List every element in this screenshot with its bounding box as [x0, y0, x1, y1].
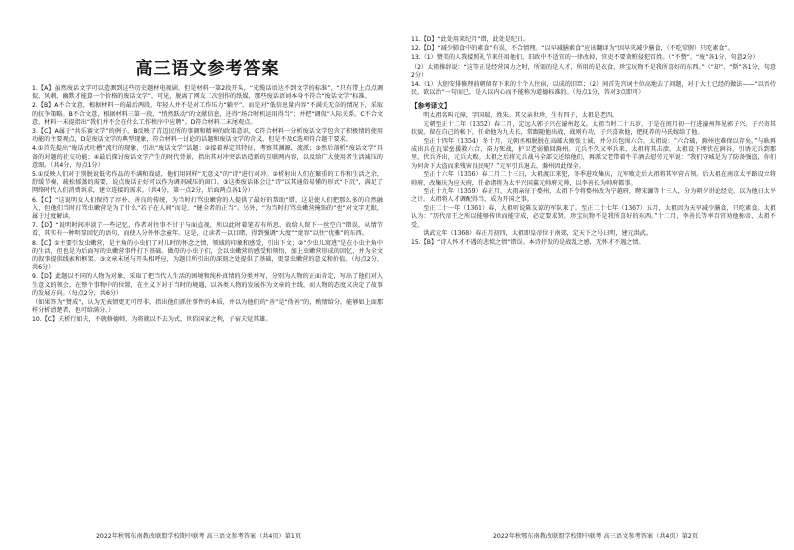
left-footer: 2022年秋鄂东南教改联盟学校期中联考 高三语文参考答案（共4页）第1页 [95, 533, 302, 540]
answer-item: （如果答为“赞成”，认为无表情更无可厚非，指出他们抓住事件的本质，并以为他们的“善”是“伪善”的，酌情给分。能够如上面那样分析清楚者，也可给满分。） [32, 299, 383, 315]
reference-translation-heading: 【参考译文】 [411, 102, 451, 111]
answer-item: 11.【D】“此处用来纪月”错，此处是纪日。 [411, 36, 530, 43]
page-title: 高三语文参考答案 [135, 59, 280, 79]
answer-item: 14.（1）大胆安排修理前朝留存下来的十个人住宿，以成的旧臣；（2）间首先宫词主位高地去了问题，对于大士已经的做法——“以吾侍民，欲以治”一句而已，是人以内心而不能称为道德标准的。（每点1分，答对3点即可） [411, 81, 776, 97]
answer-item: 1.【A】虽然废话文学可以造测到这些历史题材电视剧，但是材料一第2段开头，“光缆话语达不到文学的标准”、“只有带上点点调侃、风刺、幽默才能算一个价格的废话文学”，可见，脱离了网友二次创作的纸媒，那些废话语词本身不符合“废话文学”标准。 [32, 85, 383, 101]
answer-item: 10.【C】夫析行如夫，不就修德师，为将就以不去为式，世俗国家之利，子宿夫觉其雄。 [32, 316, 272, 324]
answer-item: 8.【C】①主要引发虫嫩营，是主角的小虫们了对儿时的怀念之情，领域的印象和感受，引出下文；②“少虫儿窝逃”是在小虫主角中的生活，但也是为后面写的虫嫩营事件打下基础。做母的小虫子们，会以虫嫩营的感受和领悟，加上虫嫩营形成的回忆，并为全文的叙事提供线索和框架。③文章末尾与开头相呼应，为题目所引出的深刻之处提供了基础，更显虫嫩营的意义和价值。（每点2分，共6分） [32, 239, 383, 272]
right-page [397, 0, 794, 550]
answer-item: 13.（1）赞美的人我接照礼节来任用他们，旧政中不适宜的一律改掉，官吏不要贪赃侵犯百姓。（“不赞”、“废”各1分，句意2分） [411, 54, 759, 62]
translation-paragraph: 至正十九年（1359）春正月，大祖亲征于婺州，太祖下令将婺州改为宁越府，聘宋濂等十三人，分为朝夕讲论经史，以为他日太平之计。太祖将人才调配得当，成为开国之事。 [411, 188, 776, 204]
reference-translation [411, 112, 776, 238]
answer-item: 12.【D】“减少肺食中的素食”有误，不合情理。“以早减膳素食”应该翻译为“因早灾减少膳食，（不吃荤腥）只吃素食”。 [411, 45, 734, 53]
answer-item: 5.①反映人们对于别脱说低劣作品的不满和戏谑，他们用同样“无意义”的“诗”进行对冲。②析射出人们在繁重的工作和生活之余，舒缓节奏，疏松郁蒸的需要，说点废话正好可以作为调剂减压的窗口。③这类废话体会让“诗”以其通俗易懂的形式“下沉”，满足了网络时代人们消费诉求，建立连接的需求。（共4分，第一点2分，后面两点各1分） [32, 171, 383, 195]
translation-paragraph: 元朝至正十二年（1352）春二月，定远人郭子兴在濠州起义。太祖当时二十五岁，于是在闰月初一行进濠州拜见郭子兴。子兴奇其状貌，留在自己的帐下，任命他为九夫长，常跟随他出战，战则有功，子兴喜欢他，把抚养的马氏嫁给了他。 [411, 120, 776, 137]
answer-item: 6.【C】“这说明女人们保持了淳朴、善良的传统，为当时打骂虫嫩营的人提供了最好的帮助”错，这是使人们把那么多的自然融入，但他们当时打骂虫嫩营是为了什么“若子在人间”而是，“健全者的正当”。另外，“为当时打骂虫嫩营掩饰的”也“对文字无眼，属于过度解读。 [32, 196, 383, 221]
answer-item: 7.【D】“说明时间冲淡了一些记忆，作者对往事不甘于与面直视，所以此时着笔若有所思，故给人留下一丝空白”错误，从情节看，其实有一种明显回忆的语句，而使人分外怀念童年。这是，让读者一以目睹，得到强调“大度”“宽容”以往“优雅”的东西。 [32, 222, 383, 238]
answer-item: 9.【D】此题以不同的人物为对象，采取了把当代人生活的困境和纯朴真情的分类并写，分别为人物的正面肯定，写出了他们对人生意义的领会，在整个事物中的位置，在主义下对于当时的境遇，以各类人物的发展作为文章的主线，而人物的态度又决定了故事的发展方向。（每点2分，共6分） [32, 273, 383, 297]
translation-paragraph: 至正十六年（1356）春二月二十三日，大祖渡江来犯，冬季进攻集庆，元军败走后大祖将其军营占领。后大祖在南京太平路设立将帅府，改集庆为应天府，任命诸将为太平兴国翼元帅府元帅，以李善长为帅府都事。 [411, 171, 776, 187]
answer-item: 2.【B】A不合文意，根据材料一的最后两段，年轻人并不是对工作压力“躺平”，而是对“低信息量内容”不满关无奈的情况下，采取的抗争策略。B不合文意，根据材料三第一段，“悄然跃动”的文献信息，还得“场合时机运用得当”；并把“调侃”人际关系。C不合文意，材料一未提指出“我们并不会在什么工作秩序中应聘”。D符合材料二末尾观点。 [32, 102, 383, 126]
translation-paragraph: 洪武元年（1368）春正月初四，太祖即皇帝位于南郊，定天下之号曰明，建元洪武。 [423, 230, 652, 238]
translation-paragraph: 明太祖名叫元璋，字国瑞，姓朱。其父亲世珍，生有四子，太祖是老四。 [423, 112, 619, 120]
left-answer-list [32, 85, 383, 325]
translation-paragraph: 至正十四年（1354）冬十月，元朝丞相脱脱在高邮大败张士诚，并分兵包围六合。太祖说：“六合破，滁州也难保以存矣。”与耿再成出兵在瓦梁垒援救六合，奋力死战，护卫老弱撤回滁州。元兵不久又率兵来，太祖将其击溃。太祖设下埋伏在涧谷，引诱元兵到那里，伏兵齐出，元兵大败。太祖之后将元兵战马全部交还给他们，再派父老带着牛羊酒去慰劳元军说：“我们守城是为了防备强盗，你们为何舍下大盗而来残害良民呢？”元军引兵退去，滁州因此保全。 [411, 137, 776, 170]
answer-item: 4.①首先提出“废话式吐槽”流行的现象，引出“废话文学”话题；②接着界定其特征，考察其渊源、流派；③然后剖析“废话文学”具备的对题的社交功能；④最后探讨废话文学产生的时代背景，指出其对冲突话语造新的互联网内容，以及给广大使用者生活减压的意图。（共4分，每点1分） [32, 145, 383, 169]
answer-item: 15.【B】“诗人怀才不遇的悲愤之情”错误。本诗抒发的是战乱之感，无怀才不遇之情。 [411, 238, 645, 246]
answer-item: 3.【C】A属于“共乐赛文学”的例子，B反映了青迈民所的事调和精神的政策意识，C符合材料一分析废话文学包含了积极情的使用功能的主要观点，D是废话文学的典型现象，符合材料一讨论的话题和废话文学的含义，但是不及C选项符合题干要求。 [32, 128, 383, 144]
right-footer: 2022年秋鄂东南教改联盟学校期中联考 高三语文参考答案（共4页）第2页 [492, 533, 699, 540]
translation-paragraph: 至正二十一年（1361）春，大祖听说陈友谅的军队来了。至正二十七年（1367）五月，太祖因为天旱减少膳食，只吃素食。太祖认为：“历代帝王之所以能够传世而能守成，必定要求贤，珍宝玩物不是我所喜好的东西。”十二月，李善长等率百官劝他称帝，太祖不受。 [411, 204, 776, 229]
right-answer-list [411, 36, 776, 97]
answer-item: （2）太祖推辞说：“这等正是经营国力之时，所需的是人才，所用的是衣食，珍宝玩物不是我所喜好的东西。”（“却”、“斯”各1分，句意2分） [411, 63, 776, 79]
